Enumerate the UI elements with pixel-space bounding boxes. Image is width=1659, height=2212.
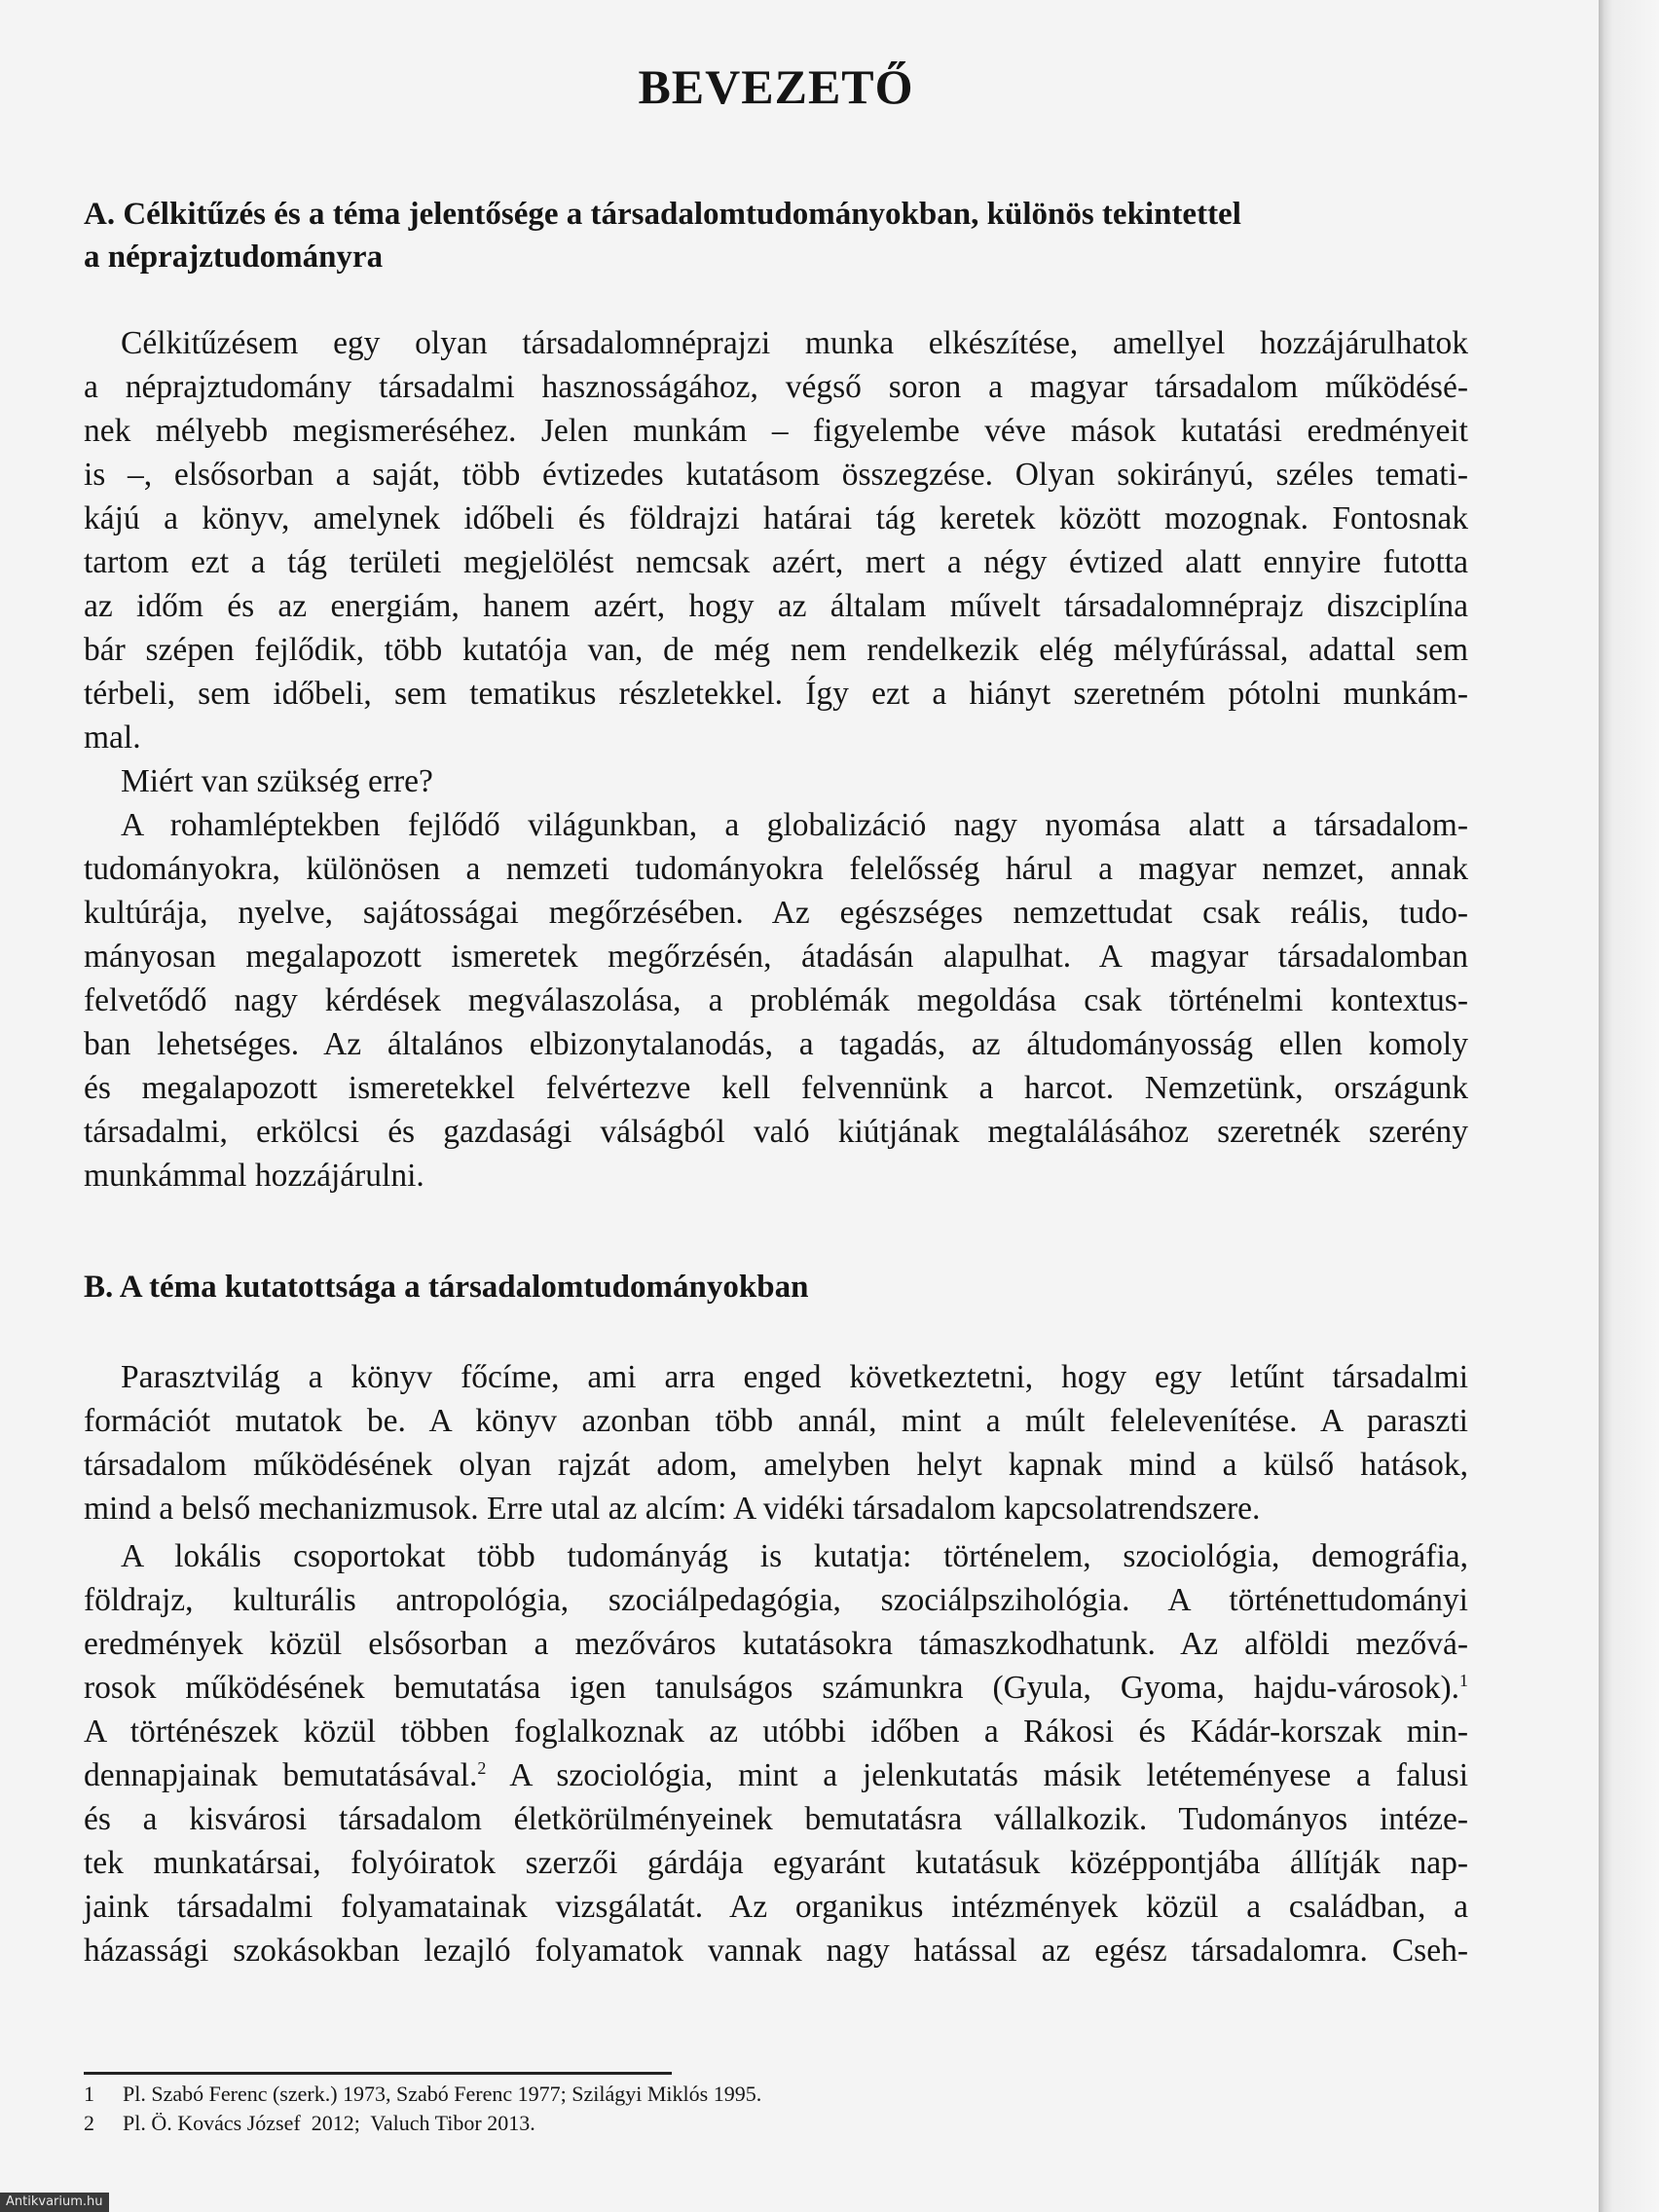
- text-line: és a kisvárosi társadalom életkörülményeinek bemutatásra vállalkozik. Tudományos intéze-: [84, 1801, 1468, 1837]
- text-line: bár szépen fejlődik, több kutatója van, de még nem rendelkezik elég mélyfúrással, adattal sem: [84, 632, 1468, 668]
- text-line: az időm és az energiám, hanem azért, hogy az általam művelt társadalomnéprajz diszciplína: [84, 588, 1468, 624]
- text-line: jaink társadalmi folyamatainak vizsgálatát. Az organikus intézmények közül a családban, a: [84, 1889, 1468, 1925]
- text-segment: dennapjainak bemutatásával.: [84, 1757, 478, 1793]
- text-line: mind a belső mechanizmusok. Erre utal az alcím: A vidéki társadalom kapcsolatrendszere.: [84, 1491, 1261, 1527]
- footnote-item: [84, 2080, 1155, 2109]
- text-line: felvetődő nagy kérdések megválaszolása, a problémák megoldása csak történelmi kontextus-: [84, 982, 1468, 1018]
- text-segment: A szociológia, mint a jelenkutatás másik letéteményese a falusi: [486, 1757, 1468, 1793]
- text-line: tartom ezt a tág területi megjelölést nemcsak azért, mert a négy évtized alatt ennyire futotta: [84, 544, 1468, 580]
- text-line: a néprajztudomány társadalmi hasznosságához, végső soron a magyar társadalom működésé-: [84, 369, 1468, 405]
- text-line: Célkitűzésem egy olyan társadalomnéprajzi munka elkészítése, amellyel hozzájárulhatok: [121, 325, 1468, 361]
- text-line: társadalom működésének olyan rajzát adom, amelyben helyt kapnak mind a külső hatások,: [84, 1447, 1468, 1483]
- text-line: A lokális csoportokat több tudományág is kutatja: történelem, szociológia, demográfia,: [121, 1538, 1468, 1574]
- page-title: BEVEZETŐ: [638, 59, 914, 114]
- section-b-paragraph-1: [84, 1355, 1468, 1530]
- section-a-heading-line: a néprajztudományra: [84, 240, 384, 275]
- text-line: is –, elsősorban a saját, több évtizedes kutatásom összegzése. Olyan sokirányú, széles temati-: [84, 457, 1468, 493]
- footnote-ref-1: 1: [1459, 1670, 1468, 1690]
- text-line: A rohamléptekben fejlődő világunkban, a globalizáció nagy nyomása alatt a társadalom-: [121, 807, 1468, 843]
- text-line: Miért van szükség erre?: [121, 763, 433, 799]
- text-line: munkámmal hozzájárulni.: [84, 1158, 424, 1194]
- footnote-ref-2: 2: [477, 1757, 487, 1778]
- footnote-number: 1: [84, 2082, 94, 2106]
- text-line: kultúrája, nyelve, sajátosságai megőrzésében. Az egészséges nemzettudat csak reális, tudo-: [84, 895, 1468, 931]
- watermark: Antikvarium.hu: [0, 2193, 109, 2212]
- text-line: mal.: [84, 719, 141, 756]
- section-a-heading-line: A. Célkitűzés és a téma jelentősége a társadalomtudományokban, különös tekintettel: [84, 197, 1241, 232]
- text-line: [84, 1666, 1468, 1710]
- text-line: társadalmi, erkölcsi és gazdasági válságból való kiútjának megtalálásához szeretnék szerény: [84, 1114, 1468, 1150]
- page-edge: [1599, 0, 1659, 2212]
- text-line: és megalapozott ismeretekkel felvértezve kell felvennünk a harcot. Nemzetünk, országunk: [84, 1070, 1468, 1106]
- footnotes: [84, 2080, 1155, 2138]
- text-line: térbeli, sem időbeli, sem tematikus részletekkel. Így ezt a hiányt szeretném pótolni munkám-: [84, 676, 1468, 712]
- section-b-paragraph-2: [84, 1534, 1468, 1972]
- footnote-divider: [84, 2072, 672, 2075]
- text-line: nek mélyebb megismeréséhez. Jelen munkám – figyelembe véve mások kutatási eredményeit: [84, 413, 1468, 449]
- text-line: formációt mutatok be. A könyv azonban több annál, mint a múlt felelevenítése. A paraszti: [84, 1403, 1468, 1439]
- text-line: Parasztvilág a könyv főcíme, ami arra enged következtetni, hogy egy letűnt társadalmi: [121, 1359, 1468, 1395]
- text-line: házassági szokásokban lezajló folyamatok vannak nagy hatással az egész társadalomra. Cseh-: [84, 1933, 1468, 1969]
- section-a-paragraph-1: [84, 321, 1468, 1198]
- footnote-item: [84, 2109, 1155, 2138]
- text-line: A történészek közül többen foglalkoznak az utóbbi időben a Rákosi és Kádár-korszak min-: [84, 1714, 1468, 1750]
- footnote-text: Pl. Ö. Kovács József 2012; Valuch Tibor 2013.: [123, 2111, 535, 2135]
- text-line: tek munkatársai, folyóiratok szerzői gárdája egyaránt kutatásuk középpontjába állítják nap-: [84, 1845, 1468, 1881]
- text-line: ban lehetséges. Az általános elbizonytalanodás, a tagadás, az áltudományosság ellen komoly: [84, 1026, 1468, 1062]
- text-line: eredmények közül elsősorban a mezőváros kutatásokra támaszkodhatunk. Az alföldi mezővá-: [84, 1626, 1468, 1662]
- text-line: földrajz, kulturális antropológia, szociálpedagógia, szociálpszihológia. A történettudományi: [84, 1582, 1468, 1618]
- text-line: [84, 1753, 1468, 1797]
- text-line: mányosan megalapozott ismeretek megőrzésén, átadásán alapulhat. A magyar társadalomban: [84, 939, 1468, 975]
- text-line: kájú a könyv, amelynek időbeli és földrajzi határai tág keretek között mozognak. Fontosnak: [84, 500, 1468, 536]
- section-b-heading: B. A téma kutatottsága a társadalomtudományokban: [84, 1270, 809, 1305]
- footnote-text: Pl. Szabó Ferenc (szerk.) 1973, Szabó Ferenc 1977; Szilágyi Miklós 1995.: [123, 2082, 762, 2106]
- text-line: tudományokra, különösen a nemzeti tudományokra felelősség hárul a magyar nemzet, annak: [84, 851, 1468, 887]
- section-a-heading: [84, 193, 1468, 278]
- footnote-number: 2: [84, 2111, 94, 2135]
- text-segment: rosok működésének bemutatása igen tanulságos számunkra (Gyula, Gyoma, hajdu-városok).: [84, 1670, 1459, 1706]
